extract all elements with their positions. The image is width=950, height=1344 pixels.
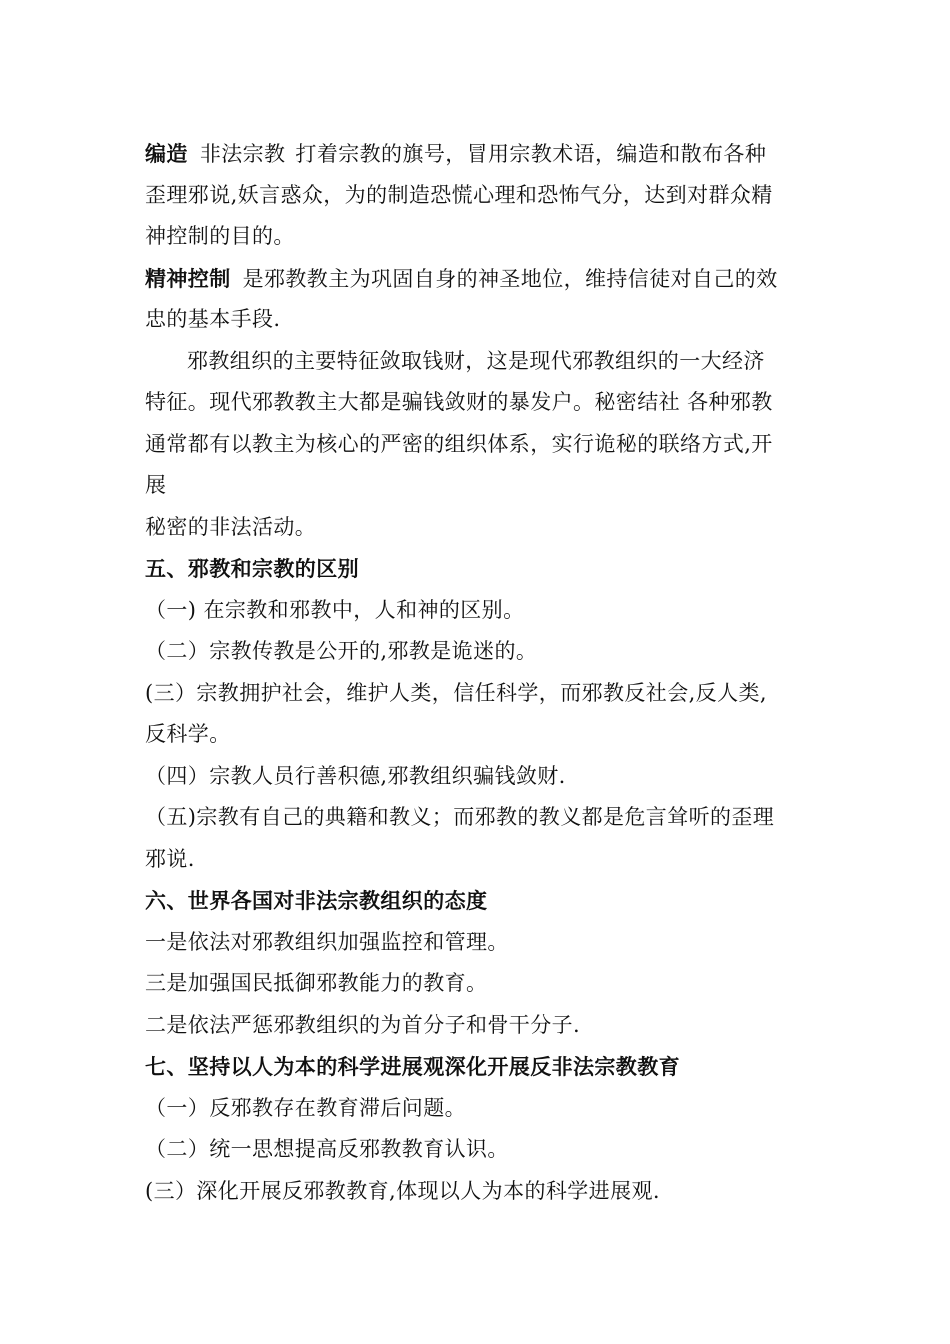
text: 打着宗教的旗号，冒用宗教术语，编造和散布各种 [295,142,767,166]
section-6-item: 一是依法对邪教组织加强监控和管理。 [145,929,509,954]
paragraph-mind-control-line-2: 忠的基本手段. [145,307,281,331]
section-5-item: （一) 在宗教和邪教中，人和神的区别。 [145,597,525,622]
paragraph-features-line-2: 特征。现代邪教教主大都是骗钱敛财的暴发户。秘密结社 各种邪教 [145,390,773,414]
word-illegal-religion: 非法宗教 [199,142,286,166]
paragraph-features-line-4: 展 [145,473,167,497]
section-5-item: 邪说. [145,846,195,871]
paragraph-fabricate-line-3: 神控制的目的。 [145,224,295,248]
section-5-item: （五)宗教有自己的典籍和教义；而邪教的教义都是危言耸听的歪理 [145,805,775,829]
paragraph-fabricate-line-2: 歪理邪说,妖言惑众，为的制造恐慌心理和恐怖气分，达到对群众精 [145,182,773,207]
section-5-item: 反科学。 [145,722,231,746]
section-7-item: （一）反邪教存在教育滞后问题。 [145,1095,466,1120]
section-6-item: 三是加强国民抵御邪教能力的教育。 [145,971,488,995]
paragraph-features-line-1: 邪教组织的主要特征敛取钱财，这是现代邪教组织的一大经济 [187,348,765,373]
section-6-heading: 六、世界各国对非法宗教组织的态度 [145,888,488,913]
paragraph-mind-control-line-1 [145,258,810,300]
section-7-heading: 七、坚持以人为本的科学进展观深化开展反非法宗教教育 [145,1054,680,1079]
paragraph-features-line-3: 通常都有以教主为核心的严密的组织体系，实行诡秘的联络方式,开 [145,431,773,456]
term-fabricate: 编造 [145,141,188,166]
document-page [145,133,810,1212]
section-5-item: （四）宗教人员行善积德,邪教组织骗钱敛财. [145,763,566,788]
section-6-item: 二是依法严惩邪教组织的为首分子和骨干分子. [145,1012,581,1037]
section-7-item: (三）深化开展反邪教教育,体现以人为本的科学进展观. [145,1178,660,1203]
paragraph-features-line-5: 秘密的非法活动。 [145,514,317,539]
section-7-item: （二）统一思想提高反邪教教育认识。 [145,1137,509,1161]
term-mind-control: 精神控制 [145,265,231,291]
section-5-item: （二）宗教传教是公开的,邪教是诡迷的。 [145,639,538,663]
text: 是邪教教主为巩固自身的神圣地位，维持信徒对自己的效 [242,266,778,291]
section-5-item: (三）宗教拥护社会，维护人类，信任科学，而邪教反社会,反人类, [145,680,767,705]
paragraph-fabricate-line-1 [145,133,810,175]
section-5-heading: 五、邪教和宗教的区别 [145,556,359,581]
